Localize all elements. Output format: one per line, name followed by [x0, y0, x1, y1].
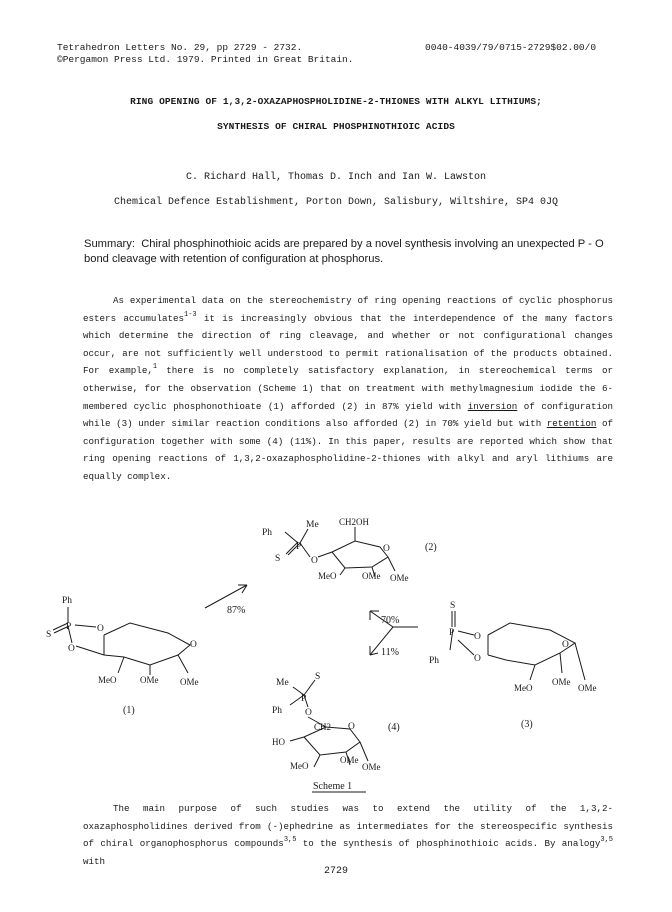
scheme-group-meo: MeO — [318, 571, 337, 581]
scheme-group-ome: OMe — [552, 677, 571, 687]
scheme-group-ho: HO — [272, 737, 285, 747]
scheme-atom-o: O — [305, 708, 312, 718]
scheme-group-meo: MeO — [98, 675, 117, 685]
scheme-caption: Scheme 1 — [313, 781, 353, 792]
p1-text-c: there is no completely satisfactory explanation, in stereochemical terms or otherwise, for the observation (Scheme 1) that on treatment with methylmagnesium iodide the 6-membered cyclic phosphonothioate (1) afforded (2) in 87% yield with — [83, 365, 613, 412]
yield-87: 87% — [227, 605, 246, 616]
scheme-atom-s: S — [46, 630, 52, 640]
summary-text: Chiral phosphinothioic acids are prepared by a novel synthesis involving an unexpected P - O bond cleavage with retention of configuration at phosphorus. — [84, 238, 604, 265]
p1-text-a: As experimental data on the stereochemistry of ring opening reactions of cyclic phosphorus esters accumulates — [83, 295, 613, 324]
scheme-atom-o: O — [474, 632, 481, 642]
scheme-atom-o: O — [562, 640, 569, 650]
scheme-atom-s: S — [275, 554, 281, 564]
scheme-atom-ph: Ph — [429, 656, 440, 666]
yield-11: 11% — [381, 647, 399, 658]
emphasis-inversion: inversion — [467, 400, 518, 412]
scheme-atom-o: O — [348, 722, 355, 732]
scheme-atom-me: Me — [276, 678, 289, 688]
scheme-atom-o: O — [68, 644, 75, 654]
scheme-atom-ph: Ph — [272, 706, 283, 716]
scheme-group-ome: OMe — [140, 675, 159, 685]
title-line-2: SYNTHESIS OF CHIRAL PHOSPHINOTHIOIC ACIDS — [217, 121, 455, 132]
p1-text-e: of configuration together with some (4) (11%). In this paper, results are reported which show that ring opening reactions of 1,3,2-oxazaphospholidine-2-thiones with alkyl and aryl lithiums are equally complex. — [83, 418, 613, 482]
scheme-group-meo: MeO — [290, 761, 309, 771]
compound-label-3: (3) — [521, 719, 533, 730]
citation-ref: 3,5 — [283, 836, 297, 845]
scheme-atom-ph: Ph — [62, 596, 73, 606]
affiliation: Chemical Defence Establishment, Porton Down, Salisbury, Wiltshire, SP4 0JQ — [113, 197, 559, 208]
scheme-atom-p: P — [66, 622, 72, 632]
journal-citation: Tetrahedron Letters No. 29, pp 2729 - 2732. — [57, 42, 303, 53]
body-paragraph-2 — [83, 800, 613, 870]
compound-label-4: (4) — [388, 722, 400, 733]
compound-label-1: (1) — [123, 705, 135, 716]
scheme-atom-o: O — [311, 556, 318, 566]
scheme-atom-o: O — [97, 624, 104, 634]
scheme-atom-ph: Ph — [262, 528, 273, 538]
p1-text-b: it is increasingly obvious that the interdependence of the many factors which determine the direction of ring cleavage, and whether or not configurational changes occur, are not sufficiently well understood to permit rationalisation of the products obtained. For example, — [83, 312, 613, 377]
scheme-atom-s: S — [450, 601, 456, 611]
scheme-group-meo: MeO — [514, 683, 533, 693]
title-line-1: RING OPENING OF 1,3,2-OXAZAPHOSPHOLIDINE-2-THIONES WITH ALKYL LITHIUMS; — [130, 96, 542, 107]
scheme-group-ome: OMe — [390, 573, 409, 583]
citation-ref: 3,5 — [600, 836, 613, 845]
scheme-group-ome: OMe — [340, 755, 359, 765]
p2-text-a: The main purpose of such studies was to extend the utility of the 1,3,2-oxazaphospholidines derived from (-)ephedrine as intermediates for the stereospecific synthesis of chiral organophosphorus compounds — [83, 803, 613, 850]
summary-label: Summary: — [84, 238, 135, 250]
compound-label-2: (2) — [425, 542, 437, 553]
scheme-atom-p: P — [296, 542, 302, 552]
p2-text-c: with — [83, 855, 106, 867]
scheme-atom-o: O — [190, 640, 197, 650]
authors: C. Richard Hall, Thomas D. Inch and Ian W. Lawston — [185, 172, 487, 183]
citation-ref: 1 — [152, 363, 158, 372]
copyright-line: ©Pergamon Press Ltd. 1979. Printed in Great Britain. — [57, 54, 354, 65]
article-code: 0040-4039/79/0715-2729$02.00/0 — [425, 42, 597, 53]
scheme-group-ome: OMe — [362, 571, 381, 581]
scheme-atom-s: S — [315, 672, 321, 682]
p2-text-b: to the synthesis of phosphinothioic acids. By analogy — [296, 838, 601, 850]
emphasis-retention: retention — [546, 418, 597, 430]
page-number: 2729 — [323, 866, 348, 877]
scheme-atom-p: P — [301, 694, 307, 704]
scheme-group-ome: OMe — [180, 677, 199, 687]
scheme-atom-o: O — [383, 544, 390, 554]
scheme-group-ome: OMe — [362, 762, 381, 772]
scheme-group-ome: OMe — [578, 683, 597, 693]
body-paragraph-1 — [83, 292, 613, 486]
citation-ref: 1-3 — [184, 310, 197, 319]
scheme-atom-p: P — [449, 628, 455, 638]
yield-70: 70% — [381, 615, 400, 626]
summary — [84, 237, 604, 267]
scheme-atom-me: Me — [306, 520, 319, 530]
scheme-1-diagram — [0, 505, 672, 795]
scheme-group-ch2oh: CH2OH — [339, 517, 370, 527]
scheme-group-ch2: CH2 — [314, 722, 332, 732]
p1-text-d: of configuration while (3) under similar reaction conditions also afforded (2) in 70% yield but with — [83, 400, 613, 430]
scheme-atom-o: O — [474, 654, 481, 664]
